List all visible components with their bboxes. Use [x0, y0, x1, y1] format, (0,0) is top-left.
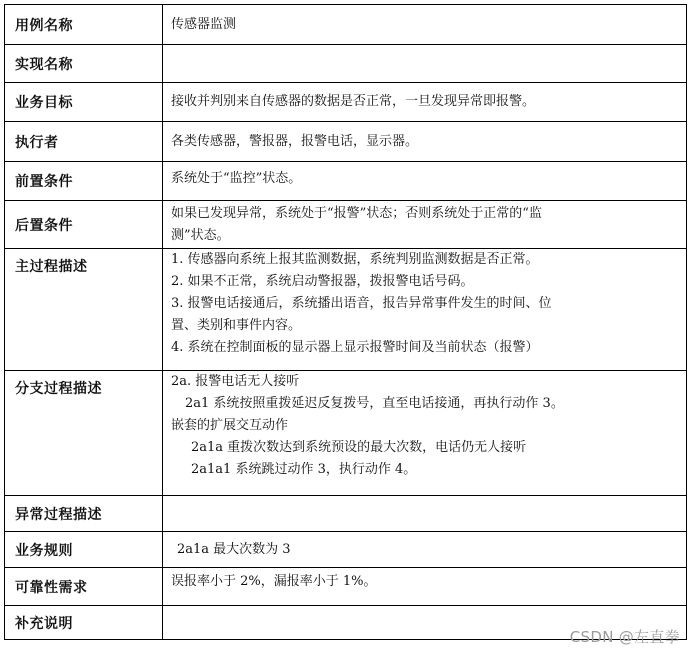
branch-line: 2a. 报警电话无人接听	[171, 374, 300, 389]
row-label: 主过程描述	[5, 249, 163, 371]
row-value	[163, 371, 687, 496]
step-line: 置、类别和事件内容。	[171, 318, 302, 333]
table-row	[5, 371, 687, 496]
row-label: 实现名称	[5, 45, 163, 83]
table-row	[5, 532, 687, 568]
table-row	[5, 162, 687, 201]
row-value: 误报率小于 2%，漏报率小于 1%。	[163, 568, 687, 606]
table-row	[5, 249, 687, 371]
table-row	[5, 496, 687, 532]
csdn-watermark: CSDN @左直拳	[569, 628, 680, 646]
table-row	[5, 568, 687, 606]
step-line: 3. 报警电话接通后，系统播出语音，报告异常事件发生的时间、位	[171, 296, 552, 311]
branch-line: 嵌套的扩展交互动作	[171, 418, 289, 433]
value-line: 如果已发现异常，系统处于“报警”状态；否则系统处于正常的“监	[171, 205, 542, 221]
row-label: 业务目标	[5, 83, 163, 122]
table-row	[5, 5, 687, 45]
row-label: 后置条件	[5, 201, 163, 249]
value-line: 测”状态。	[171, 227, 230, 243]
row-label: 业务规则	[5, 532, 163, 568]
table-row	[5, 83, 687, 122]
step-line: 4. 系统在控制面板的显示器上显示报警时间及当前状态（报警）	[171, 340, 539, 355]
row-value	[163, 201, 687, 249]
use-case-table	[4, 4, 687, 640]
row-label: 用例名称	[5, 5, 163, 45]
branch-line: 2a1a 重拨次数达到系统预设的最大次数，电话仍无人接听	[191, 440, 527, 455]
row-value	[163, 496, 687, 532]
row-label: 补充说明	[5, 606, 163, 640]
table-row	[5, 122, 687, 162]
branch-line: 2a1a1 系统跳过动作 3，执行动作 4。	[191, 462, 417, 477]
row-value: 传感器监测	[163, 5, 687, 45]
row-value: 2a1a 最大次数为 3	[163, 532, 687, 568]
branch-line: 2a1 系统按照重拨延迟反复拨号，直至电话接通，再执行动作 3。	[185, 396, 564, 411]
row-label: 前置条件	[5, 162, 163, 201]
table-row	[5, 45, 687, 83]
row-value	[163, 249, 687, 371]
row-value: 接收并判别来自传感器的数据是否正常，一旦发现异常即报警。	[163, 83, 687, 122]
row-value: 各类传感器，警报器，报警电话，显示器。	[163, 122, 687, 162]
row-value: 系统处于“监控”状态。	[163, 162, 687, 201]
row-label: 异常过程描述	[5, 496, 163, 532]
row-label: 执行者	[5, 122, 163, 162]
table-row	[5, 201, 687, 249]
step-line: 2. 如果不正常，系统启动警报器，拨报警电话号码。	[171, 274, 474, 289]
step-line: 1. 传感器向系统上报其监测数据，系统判别监测数据是否正常。	[171, 252, 539, 267]
row-value	[163, 45, 687, 83]
row-label: 分支过程描述	[5, 371, 163, 496]
row-label: 可靠性需求	[5, 568, 163, 606]
